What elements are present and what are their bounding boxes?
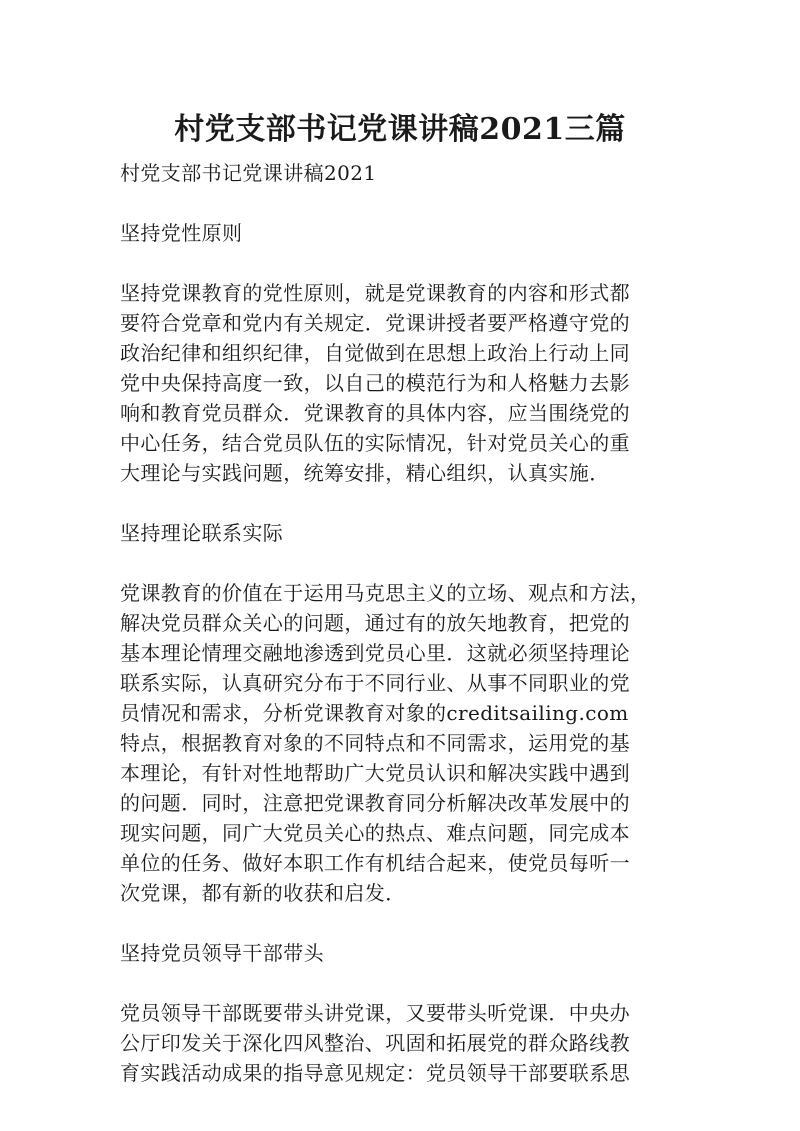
paragraph-line: 育实践活动成果的指导意见规定：党员领导干部要联系思 xyxy=(120,1061,630,1085)
paragraph-line: 的问题．同时，注意把党课教育同分析解决改革发展中的 xyxy=(120,791,630,815)
paragraph-line: 公厅印发关于深化四风整治、巩固和拓展党的群众路线教 xyxy=(120,1031,630,1055)
paragraph-line: 党课教育的价值在于运用马克思主义的立场、观点和方法， xyxy=(120,581,651,605)
blank-line xyxy=(120,908,672,938)
paragraph-line: 大理论与实践问题，统筹安排，精心组织，认真实施． xyxy=(120,461,610,485)
blank-line xyxy=(120,548,672,578)
paragraph-line: 响和教育党员群众．党课教育的具体内容，应当围绕党的 xyxy=(120,401,630,425)
document-subtitle: 村党支部书记党课讲稿2021 xyxy=(120,161,377,185)
blank-line xyxy=(120,188,672,218)
paragraph-line: 中心任务，结合党员队伍的实际情况，针对党员关心的重 xyxy=(120,431,630,455)
section-heading: 坚持理论联系实际 xyxy=(120,521,284,545)
blank-line xyxy=(120,248,672,278)
paragraph-line: 党中央保持高度一致，以自己的模范行为和人格魅力去影 xyxy=(120,371,630,395)
paragraph-line: 解决党员群众关心的问题，通过有的放矢地教育，把党的 xyxy=(120,611,630,635)
section-heading: 坚持党性原则 xyxy=(120,221,243,245)
paragraph-line: 基本理论情理交融地渗透到党员心里．这就必须坚持理论 xyxy=(120,641,630,665)
paragraph-line: 现实问题，同广大党员关心的热点、难点问题，同完成本 xyxy=(120,821,630,845)
paragraph-line: 单位的任务、做好本职工作有机结合起来，使党员每听一 xyxy=(120,851,630,875)
section-heading: 坚持党员领导干部带头 xyxy=(120,941,324,965)
paragraph-line: 次党课，都有新的收获和启发． xyxy=(120,881,406,905)
paragraph-line: 政治纪律和组织纪律，自觉做到在思想上政治上行动上同 xyxy=(120,341,630,365)
paragraph-line: 本理论，有针对性地帮助广大党员认识和解决实践中遇到 xyxy=(120,761,630,785)
paragraph-line: 员情况和需求，分析党课教育对象的creditsailing.com xyxy=(120,701,629,725)
blank-line xyxy=(120,968,672,998)
paragraph-line: 坚持党课教育的党性原则，就是党课教育的内容和形式都 xyxy=(120,281,630,305)
paragraph-line: 要符合党章和党内有关规定．党课讲授者要严格遵守党的 xyxy=(120,311,630,335)
document-body xyxy=(120,158,672,1088)
paragraph-line: 特点，根据教育对象的不同特点和不同需求，运用党的基 xyxy=(120,731,630,755)
document-title: 村党支部书记党课讲稿2021三篇 xyxy=(174,112,626,147)
paragraph-line: 党员领导干部既要带头讲党课，又要带头听党课．中央办 xyxy=(120,1001,630,1025)
paragraph-line: 联系实际，认真研究分布于不同行业、从事不同职业的党 xyxy=(120,671,630,695)
blank-line xyxy=(120,488,672,518)
